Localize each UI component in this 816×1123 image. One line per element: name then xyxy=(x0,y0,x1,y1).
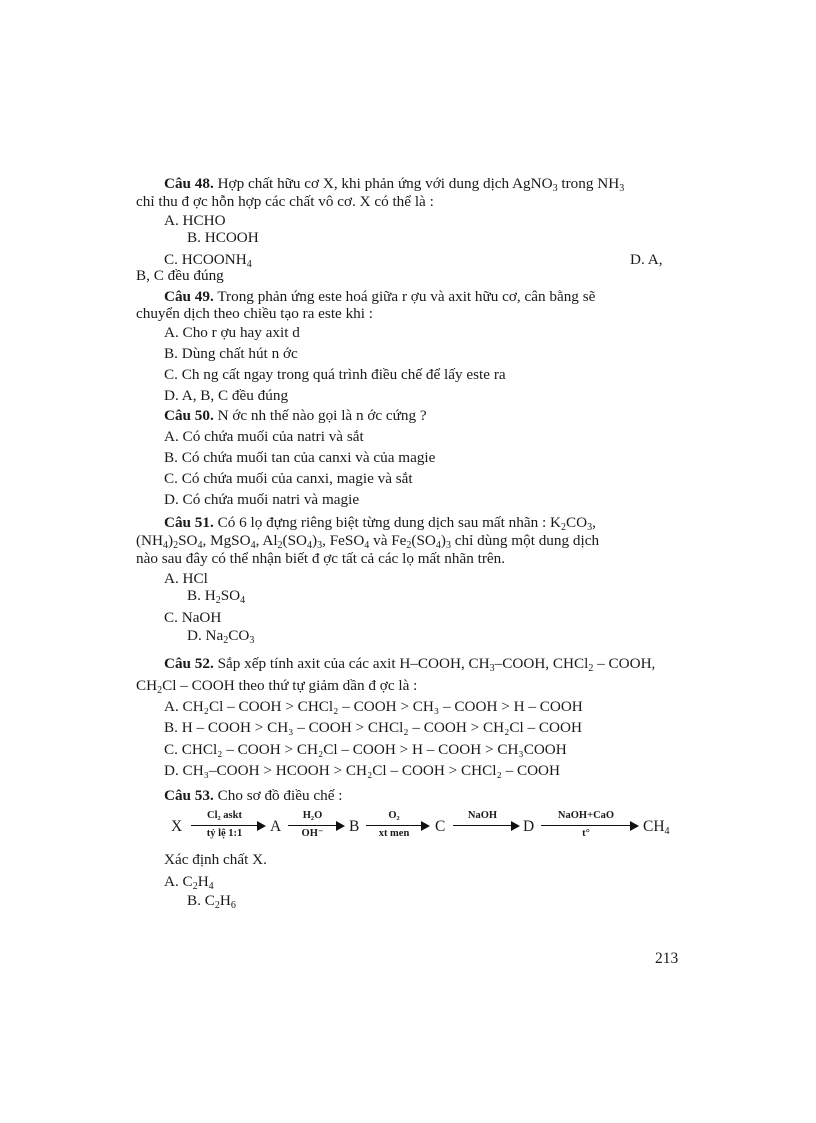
q52-option-a: A. CH₂Cl – COOH > CHCl₂ – COOH > CH₃ – COOH > H – COOH xyxy=(164,698,583,715)
arrow-1-top-label: Cl₂ askt xyxy=(207,810,242,821)
arrow-2-bottom-label: OH⁻ xyxy=(301,828,324,839)
scheme-a: A xyxy=(270,818,282,835)
q52-option-c: C. CHCl₂ – COOH > CH₂Cl – COOH > H – COOH > CH₃COOH xyxy=(164,741,567,758)
arrow-1-bottom-label: tỷ lệ 1:1 xyxy=(206,828,243,839)
scheme-arrow-4 xyxy=(453,810,520,842)
arrow-2-top-label: H₂O xyxy=(302,810,323,821)
arrow-5-bottom-label: t° xyxy=(582,828,590,839)
q53-option-b: B. $C_2H_6$ xyxy=(187,892,236,911)
scheme-c: C xyxy=(435,818,446,835)
arrow-3-bottom-label: xt men xyxy=(378,828,410,839)
q49-option-b: B. Dùng chất hút n ớc xyxy=(164,345,298,362)
q51-option-d: D. $Na_2CO_3$ xyxy=(187,627,255,646)
q49-line1: Câu 49. Trong phản ứng este hoá giữa r ợu và axit hữu cơ, cân bằng sẽ xyxy=(164,288,596,305)
q52-line1: Câu 52. Sắp xếp tính axit của các axit H–COOH, $CH_3$–COOH, CHCl$_2$ – COOH, xyxy=(164,655,656,674)
q49-option-d: D. A, B, C đều đúng xyxy=(164,387,289,404)
q51-line2: $(NH_4)_2SO_4$, MgSO$_4$, $Al_2(SO_4)_3$, FeSO$_4$ và $Fe_2(SO_4)_3$ chỉ dùng một dung dịch xyxy=(136,532,600,551)
q49-option-a: A. Cho r ợu hay axit d xyxy=(164,324,300,341)
q50-option-b: B. Có chứa muối tan của canxi và của magie xyxy=(164,449,436,466)
q52-option-b: B. H – COOH > CH₃ – COOH > CHCl₂ – COOH > CH₂Cl – COOH xyxy=(164,719,582,736)
scheme-b: B xyxy=(349,818,360,835)
scheme-d: D xyxy=(523,818,535,835)
q51-line3: nào sau đây có thể nhận biết đ ợc tất cả các lọ mất nhãn trên. xyxy=(136,550,506,567)
q50-option-c: C. Có chứa muối của canxi, magie và sắt xyxy=(164,470,413,487)
arrow-5-top-label: NaOH+CaO xyxy=(557,810,615,821)
q50-option-a: A. Có chứa muối của natri và sắt xyxy=(164,428,364,445)
q53-option-a: A. $C_2H_4$ xyxy=(164,873,214,892)
q48-line2: chỉ thu đ ợc hỗn hợp các chất vô cơ. X có thể là : xyxy=(136,193,434,210)
q48-option-b: B. HCOOH xyxy=(187,229,259,246)
scheme-arrow-1 xyxy=(191,810,266,842)
q48-option-a: A. HCHO xyxy=(164,212,226,229)
scheme-arrow-2 xyxy=(288,810,345,842)
q48-option-c: C. $HCOONH_4$ xyxy=(164,251,252,270)
q51-option-b: B. $H_2SO_4$ xyxy=(187,587,246,606)
arrow-3-top-label: O₂ xyxy=(388,810,400,821)
q48-line1: Câu 48. Hợp chất hữu cơ X, khi phản ứng với dung dịch AgNO$_3$ trong $NH_3$ xyxy=(164,175,625,194)
q48-option-d-cont: B, C đều đúng xyxy=(136,267,224,284)
scheme-arrow-5 xyxy=(541,810,639,842)
q51-option-c: C. NaOH xyxy=(164,609,222,626)
scheme-ch4: $CH_4$ xyxy=(643,818,670,837)
q52-line2: $CH_2Cl$ – COOH theo thứ tự giảm dần đ ợc là : xyxy=(136,677,418,696)
q50-option-d: D. Có chứa muối natri và magie xyxy=(164,491,360,508)
q50-line1: Câu 50. N ớc nh thế nào gọi là n ớc cứng ? xyxy=(164,407,427,424)
q49-line2: chuyển dịch theo chiều tạo ra este khi : xyxy=(136,305,374,322)
q52-option-d: D. CH₃–COOH > HCOOH > CH₂Cl – COOH > CHCl₂ – COOH xyxy=(164,762,560,779)
scheme-arrow-3 xyxy=(366,810,430,842)
arrow-4-top-label: NaOH xyxy=(467,810,498,821)
scheme-x: X xyxy=(171,818,183,835)
q53-line1: Câu 53. Cho sơ đồ điều chế : xyxy=(164,787,343,804)
q49-option-c: C. Ch ng cất ngay trong quá trình điều chế để lấy este ra xyxy=(164,366,506,383)
q48-option-d: D. A, xyxy=(630,251,663,268)
q51-line1: Câu 51. Có 6 lọ đựng riêng biệt từng dung dịch sau mất nhãn : $K_2CO_3$, xyxy=(164,514,596,533)
q51-option-a: A. HCl xyxy=(164,570,208,587)
q53-line2: Xác định chất X. xyxy=(164,851,267,868)
page-number: 213 xyxy=(655,950,679,967)
